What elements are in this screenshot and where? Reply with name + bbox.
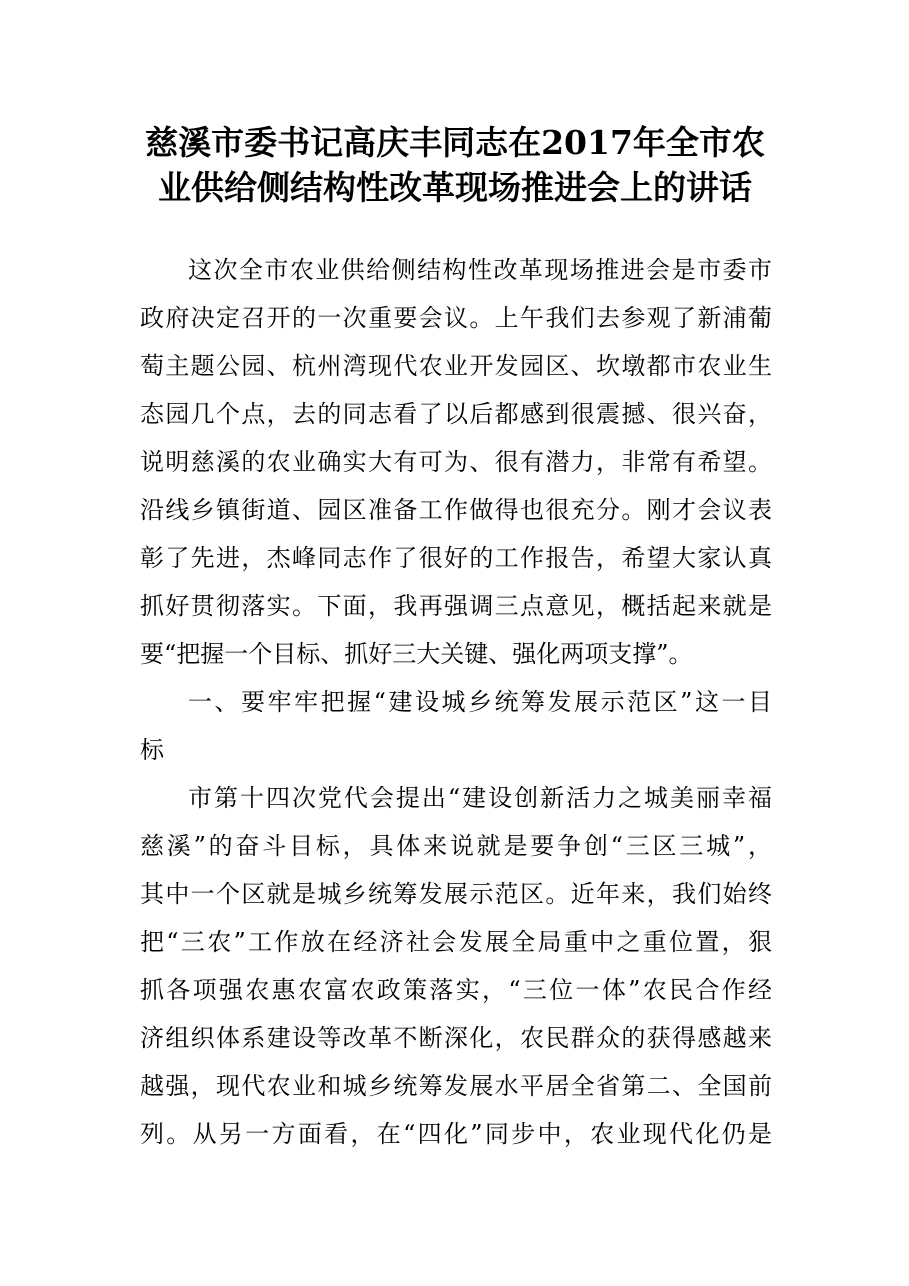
- text-line: 济组织体系建设等改革不断深化，农民群众的获得感越来: [140, 1024, 772, 1052]
- text-line: 态园几个点，去的同志看了以后都感到很震撼、很兴奋，: [140, 400, 772, 428]
- text-line: 沿线乡镇街道、园区准备工作做得也很充分。刚才会议表: [140, 496, 772, 524]
- text-line: 列。从另一方面看，在“四化”同步中，农业现代化仍是: [140, 1120, 772, 1148]
- text-line: 其中一个区就是城乡统筹发展示范区。近年来，我们始终: [140, 880, 772, 908]
- text-line: 把“三农”工作放在经济社会发展全局重中之重位置，狠: [140, 928, 772, 956]
- title-line-1: 慈溪市委书记高庆丰同志在2017年全市农: [145, 123, 765, 162]
- text-line: 越强，现代农业和城乡统筹发展水平居全省第二、全国前: [140, 1072, 772, 1100]
- text-line: 慈溪”的奋斗目标，具体来说就是要争创“三区三城”，: [140, 832, 772, 860]
- text-line: 彰了先进，杰峰同志作了很好的工作报告，希望大家认真: [140, 544, 772, 572]
- text-line: 萄主题公园、杭州湾现代农业开发园区、坎墩都市农业生: [140, 352, 772, 380]
- text-line: 说明慈溪的农业确实大有可为、很有潜力，非常有希望。: [140, 448, 772, 476]
- text-line: 这次全市农业供给侧结构性改革现场推进会是市委市: [188, 256, 772, 284]
- document-title: [130, 120, 780, 210]
- text-line: 抓各项强农惠农富农政策落实，“三位一体”农民合作经: [140, 976, 772, 1004]
- section-heading-line: 一、要牢牢把握“建设城乡统筹发展示范区”这一目: [188, 688, 772, 716]
- text-line: 政府决定召开的一次重要会议。上午我们去参观了新浦葡: [140, 304, 772, 332]
- text-line: 要“把握一个目标、抓好三大关键、强化两项支撑”。: [140, 640, 693, 668]
- text-line: 市第十四次党代会提出“建设创新活力之城美丽幸福: [188, 784, 772, 812]
- section-heading-line: 标: [140, 736, 164, 764]
- document-body: [140, 246, 772, 1158]
- text-line: 抓好贯彻落实。下面，我再强调三点意见，概括起来就是: [140, 592, 772, 620]
- title-line-2: 业供给侧结构性改革现场推进会上的讲话: [158, 168, 752, 207]
